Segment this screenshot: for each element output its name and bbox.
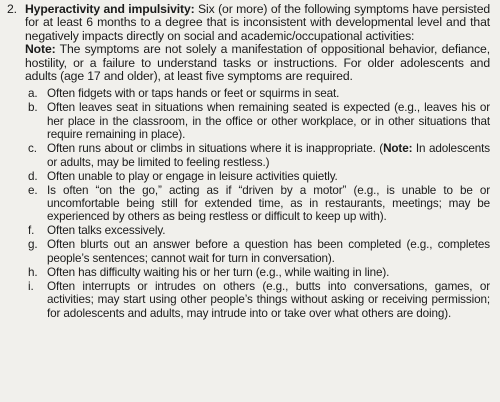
- item-letter: i.: [28, 279, 34, 293]
- list-item: [25, 224, 490, 237]
- list-item: [25, 101, 490, 141]
- criterion-heading: Hyperactivity and impulsivity:: [25, 2, 195, 16]
- item-text: Often fidgets with or taps hands or feet or squirms in seat.: [47, 87, 340, 101]
- item-text: Often has difficulty waiting his or her turn (e.g., while waiting in line).: [47, 265, 390, 279]
- item-note-label: Note:: [383, 142, 413, 156]
- list-item: [25, 170, 490, 183]
- list-item: [25, 280, 490, 320]
- item-letter: c.: [28, 142, 37, 156]
- item-letter: d.: [28, 169, 38, 183]
- item-text-container: [47, 142, 490, 169]
- list-item: [25, 87, 490, 100]
- item-text: Often leaves seat in situations when remaining seated is expected (e.g., leaves his or her place in the classroom, in the office or other workplace, or in other situations that require remaining in place).: [47, 101, 490, 142]
- list-item: [25, 266, 490, 279]
- item-letter: h.: [28, 265, 38, 279]
- item-text: Often talks excessively.: [47, 224, 166, 238]
- criterion-2: [7, 3, 490, 321]
- criterion-paragraph: [25, 3, 490, 83]
- criterion-note-label: Note:: [25, 42, 56, 57]
- item-text: Often runs about or climbs in situations where it is inappropriate. (: [47, 142, 384, 156]
- list-item: [25, 238, 490, 265]
- list-item: [25, 142, 490, 169]
- item-text: Often unable to play or engage in leisure activities quietly.: [47, 169, 338, 183]
- criterion-intro: Six (or more) of the following symptoms have persisted for at least 6 months to a degree that is inconsistent with developmental level and that negatively impacts directly on social and academic/occupational activities:: [25, 2, 491, 43]
- criterion-number: 2.: [7, 2, 17, 16]
- item-text: Often interrupts or intrudes on others (e.g., butts into conversations, games, or activities; may start using other people’s things without asking or receiving permission; for adolescents and adults, may intrude into or take over what others are doing).: [47, 279, 490, 320]
- list-item: [25, 184, 490, 224]
- item-text: Often blurts out an answer before a question has been completed (e.g., completes people’s sentences; cannot wait for turn in conversation).: [47, 238, 490, 265]
- criterion-note-text: The symptoms are not solely a manifestation of oppositional behavior, defiance, hostility, or a failure to understand tasks or instructions. For older adolescents and adults (age 17 and older), at least five symptoms are required.: [25, 42, 490, 84]
- item-letter: b.: [28, 101, 38, 115]
- criterion-body: [25, 3, 490, 321]
- item-text: Is often “on the go,” acting as if “driven by a motor” (e.g., is unable to be or uncomfortable being still for extended time, as in restaurants, meetings; may be experienced by others as being restless or difficult to keep up with).: [47, 183, 490, 224]
- symptom-list: [25, 87, 490, 320]
- item-letter: f.: [28, 224, 35, 238]
- item-letter: g.: [28, 238, 38, 252]
- item-letter: a.: [28, 87, 38, 101]
- item-text-after: In adolescents or adults, may be limited to feeling restless.): [47, 142, 490, 169]
- item-letter: e.: [28, 183, 38, 197]
